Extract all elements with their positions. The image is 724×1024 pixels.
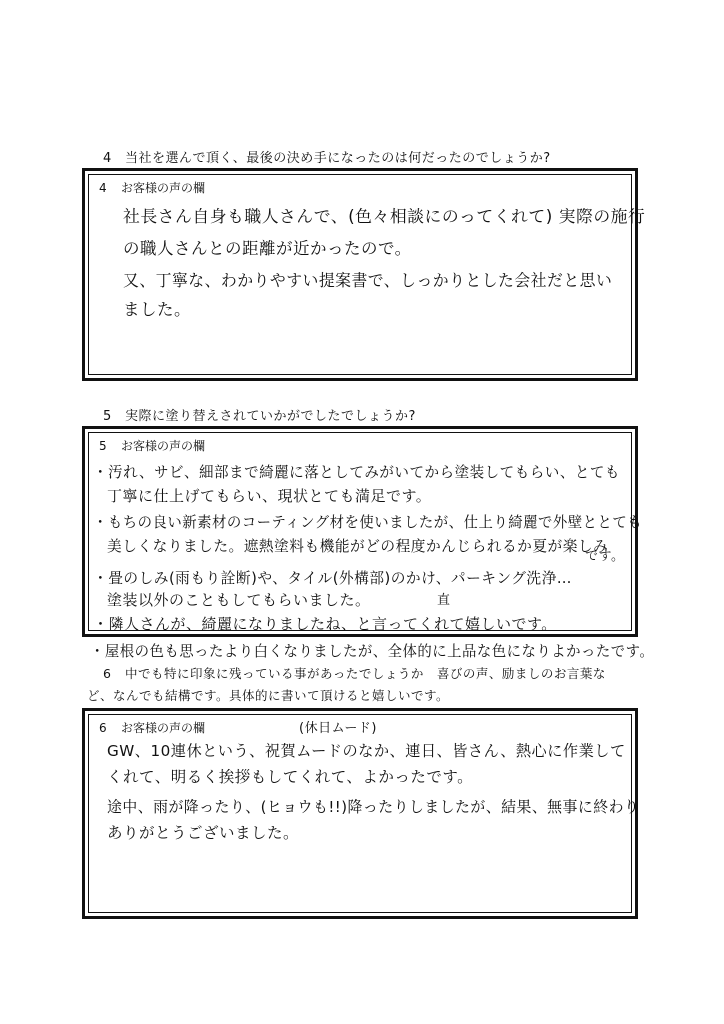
- box-label: 4 お客様の声の欄: [99, 181, 206, 195]
- question-number: 5: [103, 409, 112, 424]
- answer-line: の職人さんとの距離が近かったので。: [123, 239, 412, 258]
- answer-line: ・もちの良い新素材のコーティング材を使いましたが、仕上り綺麗で外壁ととても: [93, 513, 643, 531]
- answer-line: です。: [585, 549, 625, 564]
- answer-line: 直: [437, 593, 451, 608]
- answer-line-overflow: ・屋根の色も思ったより白くなりましたが、全体的に上品な色になりよかったです。: [90, 642, 655, 660]
- answer-box-4: [82, 168, 646, 381]
- answer-line: ・汚れ、サビ、細部まで綺麗に落としてみがいてから塗装してもらい、とても: [93, 463, 620, 481]
- answer-line: ありがとうございました。: [107, 824, 300, 842]
- box-label: 5 お客様の声の欄: [99, 439, 206, 453]
- answer-line: 塗装以外のこともしてもらいました。: [107, 591, 371, 609]
- answer-line: くれて、明るく挨拶もしてくれて、よかったです。: [107, 768, 474, 786]
- answer-line: 又、丁寧な、わかりやすい提案書で、しっかりとした会社だと思い: [123, 271, 613, 290]
- answer-line: ました。: [123, 300, 191, 319]
- question-5: [103, 405, 416, 424]
- answer-line: GW、10連休という、祝賀ムードのなか、連日、皆さん、熱心に作業して: [107, 742, 626, 760]
- answer-line: ・隣人さんが、綺麗になりましたね、と言ってくれて嬉しいです。: [93, 615, 557, 633]
- question-text: 実際に塗り替えされていかがでしたでしょうか?: [125, 409, 416, 424]
- answer-box-5: [82, 426, 643, 637]
- answer-box-6: [82, 708, 638, 919]
- box-label: 6 お客様の声の欄: [99, 721, 206, 735]
- question-number: 4: [103, 151, 112, 166]
- question-6-cont: ど、なんでも結構です。具体的に書いて頂けると嬉しいです。: [87, 688, 450, 703]
- question-6: [103, 664, 606, 682]
- answer-note: (休日ムード): [299, 721, 377, 736]
- question-text: 当社を選んで頂く、最後の決め手になったのは何だったのでしょうか?: [125, 151, 551, 166]
- answer-line: ・畳のしみ(雨もり詮断)や、タイル(外構部)のかけ、パーキング洗浄…: [93, 569, 572, 587]
- answer-line: 社長さん自身も職人さんで、(色々相談にのってくれて) 実際の施行: [123, 207, 646, 226]
- answer-line: 美しくなりました。遮熱塗料も機能がどの程度かんじられるか夏が楽しみ: [107, 537, 609, 555]
- question-number: 6: [103, 666, 112, 681]
- answer-line: 丁寧に仕上げてもらい、現状とても満足です。: [107, 487, 432, 505]
- question-text: 中でも特に印象に残っている事があったでしょうか 喜びの声、励ましのお言葉な: [125, 666, 606, 681]
- question-4: [103, 147, 551, 166]
- answer-line: 途中、雨が降ったり、(ヒョウも!!)降ったりしましたが、結果、無事に終わり: [107, 798, 640, 816]
